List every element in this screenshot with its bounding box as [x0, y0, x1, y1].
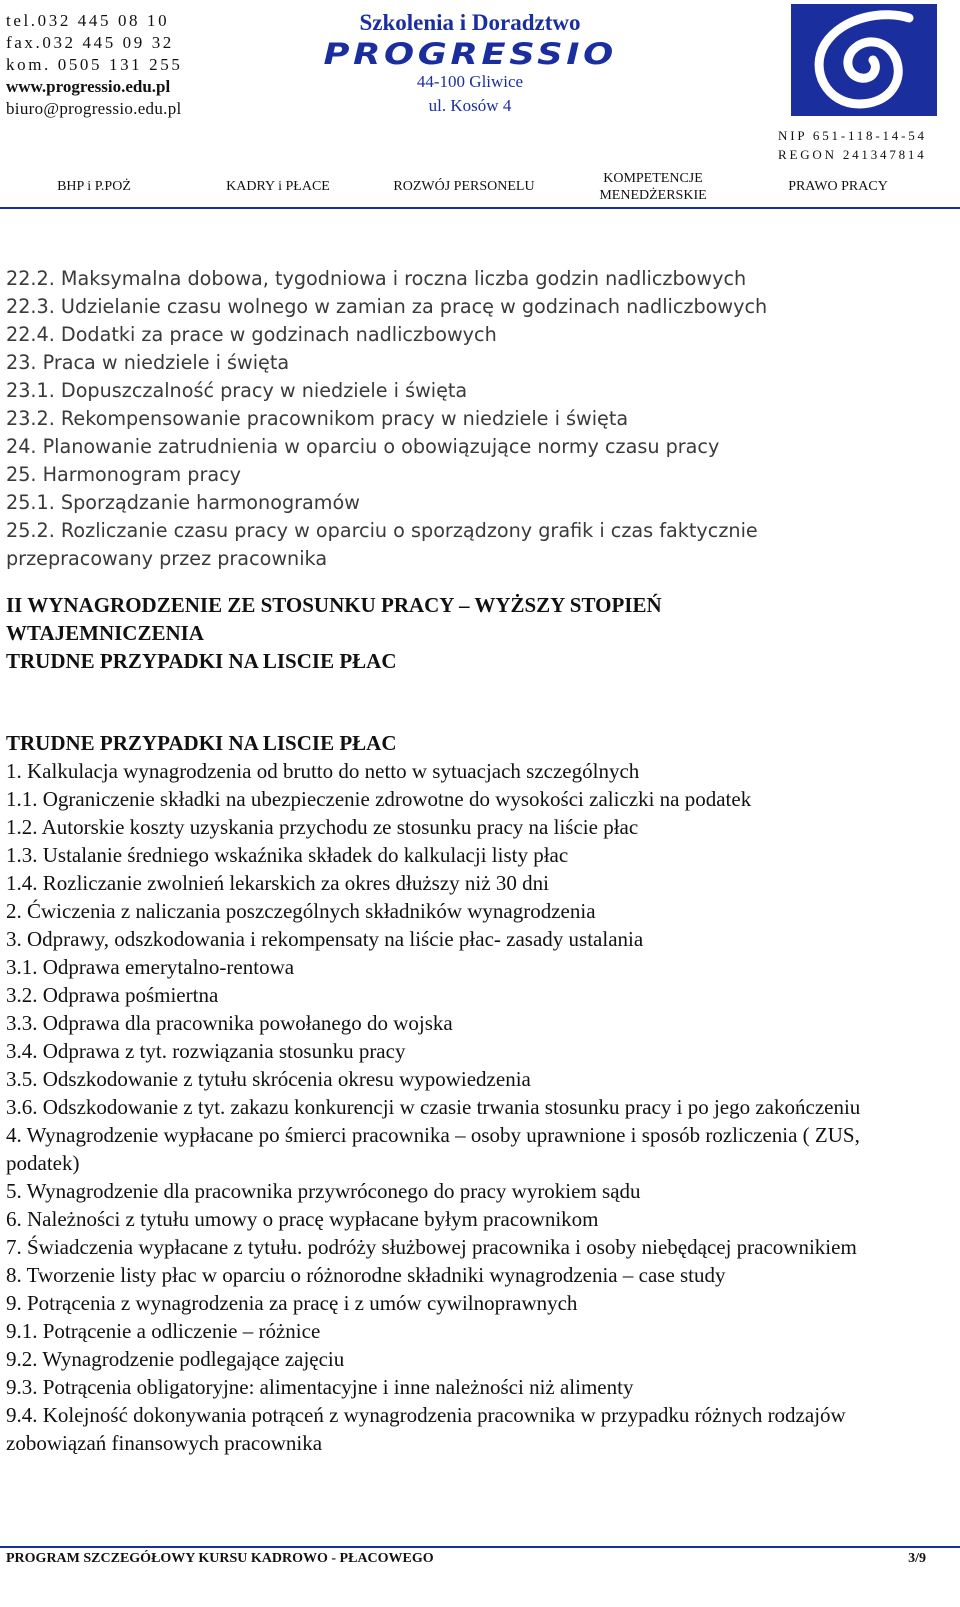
- contact-tel: tel.032 445 08 10: [6, 11, 170, 30]
- page-header: [0, 0, 960, 212]
- menu-item-kompetencje-line2: MENEDŻERSKIE: [599, 188, 707, 203]
- menu-item-kompetencje-line1: KOMPETENCJE: [603, 171, 703, 186]
- section-heading-line2: TRUDNE PRZYPADKI NA LISCIE PŁAC: [6, 649, 397, 673]
- menu-item-kadry[interactable]: KADRY i PŁACE: [226, 179, 330, 194]
- list-item: 3.1. Odprawa emerytalno-rentowa: [6, 955, 295, 979]
- list-item: 23. Praca w niedziele i święta: [6, 351, 290, 374]
- list-item: 22.3. Udzielanie czasu wolnego w zamian za pracę w godzinach nadliczbowych: [6, 295, 768, 318]
- contact-block: [6, 10, 182, 120]
- list-item: 22.2. Maksymalna dobowa, tygodniowa i roczna liczba godzin nadliczbowych: [6, 267, 747, 290]
- list-item: 7. Świadczenia wypłacane z tytułu. podróży służbowej pracownika i osoby niebędącej pracownikiem: [6, 1235, 857, 1259]
- brand-title: Szkolenia i Doradztwo: [359, 10, 581, 35]
- footer-divider: [0, 1546, 960, 1548]
- list-item: 4. Wynagrodzenie wypłacane po śmierci pracownika – osoby uprawnione i sposób rozliczenia ( ZUS, podatek): [6, 1123, 860, 1175]
- list-item: 8. Tworzenie listy płac w oparciu o różnorodne składniki wynagrodzenia – case study: [6, 1263, 726, 1287]
- list-item: 3.5. Odszkodowanie z tytułu skrócenia okresu wypowiedzenia: [6, 1067, 531, 1091]
- contact-website[interactable]: www.progressio.edu.pl: [6, 77, 171, 96]
- page-number: 3/9: [908, 1551, 926, 1566]
- top-menu: [0, 166, 960, 208]
- program-content: [6, 265, 926, 1457]
- contact-mobile: kom. 0505 131 255: [6, 55, 183, 74]
- list-item: 23.2. Rekompensowanie pracownikom pracy w niedziele i święta: [6, 407, 629, 430]
- spiral-logo-icon: [791, 4, 937, 116]
- section-heading: [6, 591, 806, 675]
- list-item: 3. Odprawy, odszkodowania i rekompensaty na liście płac- zasady ustalania: [6, 927, 644, 951]
- contact-email[interactable]: biuro@progressio.edu.pl: [6, 99, 182, 118]
- list-item: 6. Należności z tytułu umowy o pracę wypłacane byłym pracownikom: [6, 1207, 599, 1231]
- brand-street: ul. Kosów 4: [428, 96, 512, 115]
- list-item: 3.3. Odprawa dla pracownika powołanego do wojska: [6, 1011, 453, 1035]
- part1-list: [6, 265, 926, 573]
- subsection-heading: TRUDNE PRZYPADKI NA LISCIE PŁAC: [6, 731, 397, 755]
- list-item: 22.4. Dodatki za prace w godzinach nadliczbowych: [6, 323, 497, 346]
- list-item: 9.1. Potrącenie a odliczenie – różnice: [6, 1319, 321, 1343]
- page-footer: [6, 1550, 926, 1568]
- nip-number: NIP 651-118-14-54: [778, 128, 927, 143]
- list-item: 2. Ćwiczenia z naliczania poszczególnych składników wynagrodzenia: [6, 899, 596, 923]
- header-divider: [0, 207, 960, 209]
- brand-block: [290, 8, 650, 118]
- list-item: 9.3. Potrącenia obligatoryjne: alimentacyjne i inne należności niż alimenty: [6, 1375, 634, 1399]
- list-item: 9.4. Kolejność dokonywania potrąceń z wynagrodzenia pracownika w przypadku różnych rodzajów zobowiązań finansowych pracownika: [6, 1403, 846, 1455]
- contact-fax: fax.032 445 09 32: [6, 33, 174, 52]
- brand-logo-text: PROGRESSIO: [323, 37, 617, 71]
- spacer: [6, 675, 926, 729]
- menu-item-bhp[interactable]: BHP i P.POŻ: [57, 179, 131, 194]
- brand-city: 44-100 Gliwice: [416, 72, 524, 91]
- list-item: 3.4. Odprawa z tyt. rozwiązania stosunku pracy: [6, 1039, 406, 1063]
- list-item: 1.2. Autorskie koszty uzyskania przychodu ze stosunku pracy na liście płac: [6, 815, 639, 839]
- list-item: 25.2. Rozliczanie czasu pracy w oparciu o sporządzony grafik i czas faktycznie przepracowany przez pracownika: [6, 519, 758, 570]
- company-ids: [778, 126, 927, 164]
- list-item: 1.3. Ustalanie średniego wskaźnika składek do kalkulacji listy płac: [6, 843, 569, 867]
- part2-list: [6, 757, 926, 1457]
- list-item: 1. Kalkulacja wynagrodzenia od brutto do netto w sytuacjach szczególnych: [6, 759, 640, 783]
- menu-item-prawo[interactable]: PRAWO PRACY: [788, 179, 888, 194]
- list-item: 5. Wynagrodzenie dla pracownika przywróconego do pracy wyrokiem sądu: [6, 1179, 641, 1203]
- list-item: 9. Potrącenia z wynagrodzenia za pracę i z umów cywilnoprawnych: [6, 1291, 578, 1315]
- menu-item-rozwoj[interactable]: ROZWÓJ PERSONELU: [393, 179, 535, 194]
- list-item: 25.1. Sporządzanie harmonogramów: [6, 491, 360, 514]
- list-item: 23.1. Dopuszczalność pracy w niedziele i święta: [6, 379, 468, 402]
- list-item: 24. Planowanie zatrudnienia w oparciu o obowiązujące normy czasu pracy: [6, 435, 720, 458]
- regon-number: REGON 241347814: [778, 147, 927, 162]
- list-item: 25. Harmonogram pracy: [6, 463, 242, 486]
- list-item: 3.2. Odprawa pośmiertna: [6, 983, 219, 1007]
- footer-title: PROGRAM SZCZEGÓŁOWY KURSU KADROWO - PŁACOWEGO: [6, 1551, 434, 1566]
- list-item: 3.6. Odszkodowanie z tyt. zakazu konkurencji w czasie trwania stosunku pracy i po jego zakończeniu: [6, 1095, 861, 1119]
- section-heading-line1: II WYNAGRODZENIE ZE STOSUNKU PRACY – WYŻSZY STOPIEŃ WTAJEMNICZENIA: [6, 593, 662, 645]
- list-item: 1.1. Ograniczenie składki na ubezpieczenie zdrowotne do wysokości zaliczki na podatek: [6, 787, 752, 811]
- list-item: 1.4. Rozliczanie zwolnień lekarskich za okres dłuższy niż 30 dni: [6, 871, 549, 895]
- list-item: 9.2. Wynagrodzenie podlegające zajęciu: [6, 1347, 345, 1371]
- menu-item-kompetencje[interactable]: [578, 170, 728, 204]
